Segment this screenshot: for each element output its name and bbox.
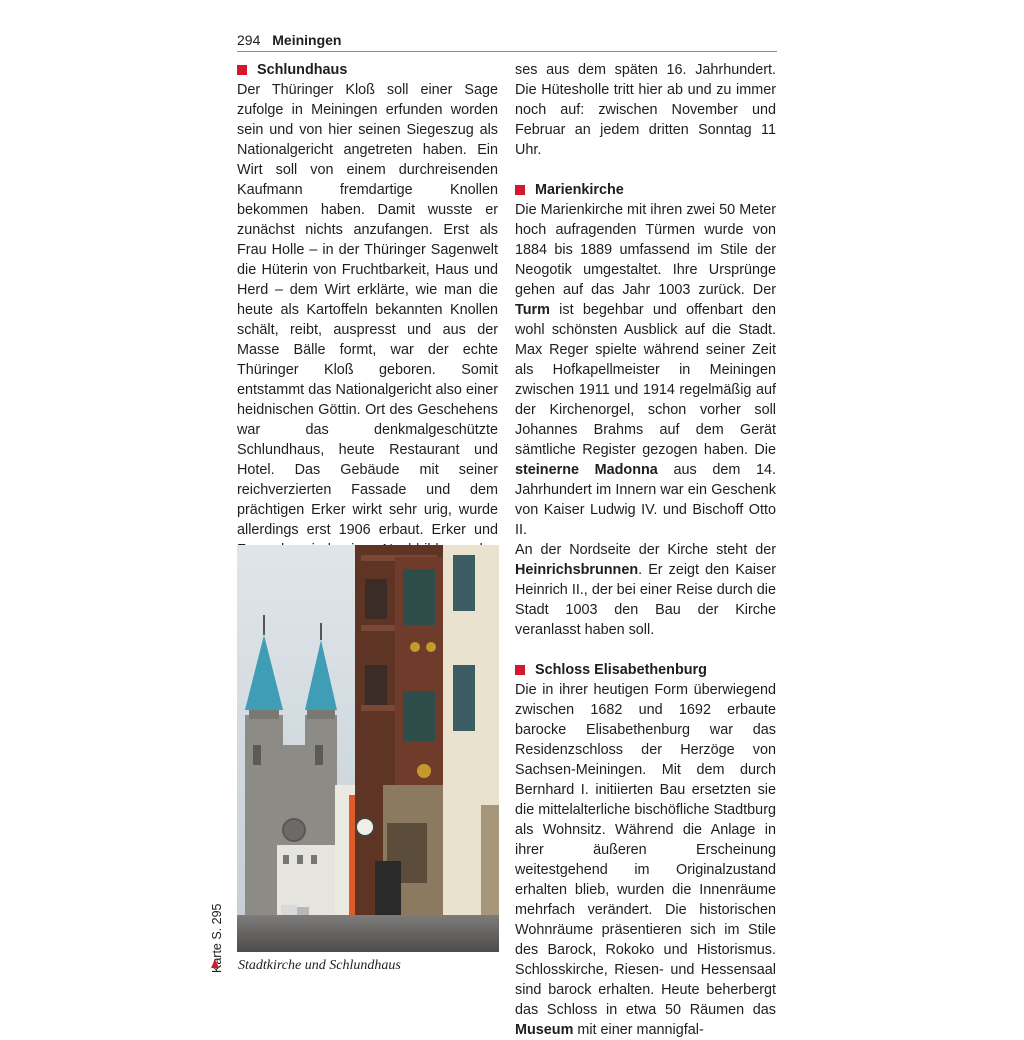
photo-caption: Stadtkirche und Schlundhaus <box>238 958 401 973</box>
red-square-icon <box>237 65 247 75</box>
page-number: 294 <box>237 32 261 48</box>
section-heading-marienkirche <box>515 180 776 200</box>
schlundhaus-paragraph: Der Thüringer Kloß soll einer Sage zufolge in Meiningen erfunden worden sein und von hier seinen Siegeszug als Nationalgericht angetreten haben. Ein Wirt soll von einem durchreisenden Kaufmann fremdartige Knollen bekommen haben. Damit wusste er zunächst nichts anzufangen. Erst als Frau Holle – in der Thüringer Sagenwelt die Hüterin von Fruchtbarkeit, Haus und Herd – dem Wirt erklärte, wie man die heute als Kartoffeln bekannten Knollen schält, reibt, auspresst und aus der Masse Bälle formt, war der echte Thüringer Kloß geboren. Somit entstammt das Nationalgericht also einer heidnischen Göttin. Ort des Geschehens war das denkmalgeschützte Schlundhaus, heute Restaurant und Hotel. Das Gebäude mit seiner reichverzierten Fassade und dem prächtigen Erker wirkt sehr urig, wurde allerdings erst 1906 erbaut. Erker und <box>237 82 498 538</box>
marienkirche-paragraph-1: Die Marienkirche mit ihren zwei 50 Meter hoch aufragenden Türmen wurde von 1884 bis 1889 umfassend im Stile der Neogotik umgestaltet. Ihre Ursprünge gehen auf das Jahr 1003 zurück. Der Turm ist begehbar und offenbart den wohl schönsten Ausblick auf die Stadt. Max Reger spielte während seiner Zeit als Hofkapellmeister in Meiningen zwischen 1911 und 1914 regelmäßig auf der Kirchenorgel, schon vorher soll Johannes Brahms auf dem Gerät sämtliche Register gezogen haben. Die steinerne Madonna aus dem 14. Jahrhundert im Innern war ein Geschenk von Kaiser Ludwig IV. und Bischoff Otto II. <box>515 202 777 538</box>
section-heading-schlundhaus <box>237 60 498 80</box>
red-square-icon <box>515 665 525 675</box>
marienkirche-paragraph-2: An der Nordseite der Kirche steht der Heinrichsbrunnen. Er zeigt den Kaiser Heinrich II., der bei einer Reise durch die Stadt 1003 den Bau der Kirche veranlasst haben soll. <box>515 542 776 638</box>
keyword: steinerne Madonna <box>515 462 658 478</box>
map-reference: Karte S. 295 <box>210 903 224 973</box>
section-heading-schloss-elisabethenburg <box>515 660 776 680</box>
keyword: Heinrichsbrunnen <box>515 562 639 578</box>
section-heading-text: Schlundhaus <box>257 62 348 78</box>
schloss-paragraph: Die in ihrer heutigen Form überwiegend zwischen 1682 und 1692 erbaute barocke Elisabethenburg war das Residenzschloss der Herzöge von Sachsen-Meiningen. Mit dem durch Bernhard I. initiierten Bau ersetzten sie die mittelalterliche bischöfliche Stadtburg als Wohnsitz. Während die Anlage in ihrer äußeren Erscheinung weitestgehend im Originalzustand erhalten blieb, wurden die Innenräume mehrfach verändert. Die historischen Wohnräume präsentieren sich im Stile des Barock, Rokoko und Historismus. Schlosskirche, Riesen- und Hessensaal sind barock erhalten. Heute beherbergt das Schloss in etwa 50 Räumen das Museum mit einer mannigfal- <box>515 682 776 1038</box>
section-heading-text: Marienkirche <box>535 182 624 198</box>
right-column <box>515 60 776 1040</box>
continuation-paragraph: ses aus dem späten 16. Jahrhundert. Die Hütesholle tritt hier ab und zu immer noch auf: zwischen November und Februar an jedem dritten Sonntag 11 Uhr. <box>515 62 776 158</box>
running-header <box>237 31 777 52</box>
running-title: Meiningen <box>272 32 342 48</box>
triangle-marker-icon <box>211 959 219 968</box>
keyword: Turm <box>515 302 550 318</box>
photo-stadtkirche-schlundhaus <box>237 545 499 952</box>
keyword: Museum <box>515 1022 574 1038</box>
section-heading-text: Schloss Elisabethenburg <box>535 662 707 678</box>
red-square-icon <box>515 185 525 195</box>
left-column <box>237 60 498 580</box>
